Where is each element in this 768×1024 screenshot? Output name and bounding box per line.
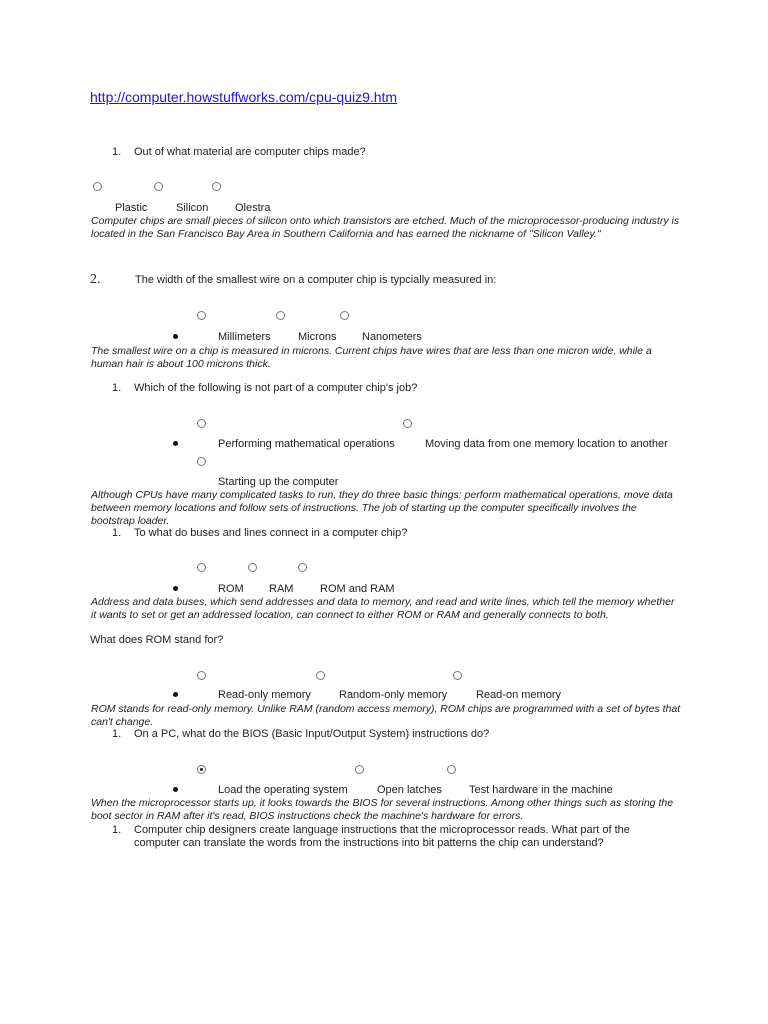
bullet-icon: [173, 787, 178, 792]
radio-open-latches[interactable]: [355, 765, 364, 774]
question-text: On a PC, what do the BIOS (Basic Input/Output System) instructions do?: [134, 728, 490, 740]
option-label: ROM and RAM: [320, 583, 395, 595]
question-text: The width of the smallest wire on a computer chip is typcially measured in:: [135, 274, 497, 286]
option-label: Test hardware in the machine: [469, 784, 613, 796]
option-label: Moving data from one memory location to another: [425, 438, 668, 450]
radio-nanometers[interactable]: [340, 311, 349, 320]
option-label: Performing mathematical operations: [218, 438, 395, 450]
option-label: Millimeters: [218, 331, 271, 343]
explanation: Computer chips are small pieces of silicon onto which transistors are etched. Much of the microprocessor-producing industry is located in the San Francisco Bay Area in Southern California and has earned the nickname of "Silicon Valley.": [91, 215, 680, 240]
question-4: [112, 527, 407, 539]
explanation: ROM stands for read-only memory. Unlike RAM (random access memory), ROM chips are programmed with a set of bytes that can't change.: [91, 703, 681, 728]
option-label: Microns: [298, 331, 337, 343]
option-label: Open latches: [377, 784, 442, 796]
radio-plastic[interactable]: [93, 182, 102, 191]
option-label: Silicon: [176, 202, 209, 214]
question-6: [112, 728, 489, 740]
question-number: 1.: [112, 824, 122, 836]
question-text: Computer chip designers create language instructions that the microprocessor reads. What part of the: [134, 824, 630, 836]
radio-read-on-memory[interactable]: [453, 671, 462, 680]
radio-random-only-memory[interactable]: [316, 671, 325, 680]
explanation: The smallest wire on a chip is measured in microns. Current chips have wires that are less than one micron wide, while a human hair is about 100 microns thick.: [91, 345, 652, 370]
question-text: Out of what material are computer chips made?: [134, 146, 366, 158]
question-2: [90, 272, 496, 288]
radio-olestra[interactable]: [212, 182, 221, 191]
question-number: 2.: [90, 272, 101, 287]
question-3: [112, 382, 417, 394]
option-label: Plastic: [115, 202, 148, 214]
radio-moving-data[interactable]: [403, 419, 412, 428]
option-label: Random-only memory: [339, 689, 448, 701]
radio-ram[interactable]: [248, 563, 257, 572]
question-text: What does ROM stand for?: [90, 634, 224, 646]
radio-read-only-memory[interactable]: [197, 671, 206, 680]
radio-test-hardware[interactable]: [447, 765, 456, 774]
bullet-icon: [173, 586, 178, 591]
question-text: To what do buses and lines connect in a computer chip?: [134, 527, 408, 539]
question-7: [112, 824, 630, 850]
question-text: Which of the following is not part of a computer chip's job?: [134, 382, 418, 394]
question-text: computer can translate the words from the instructions into bit patterns the chip can understand?: [134, 837, 604, 849]
radio-rom-and-ram[interactable]: [298, 563, 307, 572]
question-5: [90, 634, 223, 646]
explanation: Although CPUs have many complicated tasks to run, they do three basic things: perform mathematical operations, move data between memory locations and follow sets of instructions. The job of starting up the computer specifically involves the bootstrap loader.: [91, 489, 673, 527]
question-1: [112, 146, 366, 158]
question-number: 1.: [112, 527, 122, 539]
radio-microns[interactable]: [276, 311, 285, 320]
option-label: Olestra: [235, 202, 271, 214]
bullet-icon: [173, 692, 178, 697]
option-label: RAM: [269, 583, 294, 595]
explanation: When the microprocessor starts up, it looks towards the BIOS for several instructions. Among other things such as storing the boot sector in RAM after it's read, BIOS instructions check the machine's hardware for errors.: [91, 797, 674, 822]
question-number: 1.: [112, 382, 122, 394]
bullet-icon: [173, 441, 178, 446]
radio-rom[interactable]: [197, 563, 206, 572]
question-number: 1.: [112, 146, 122, 158]
radio-math-operations[interactable]: [197, 419, 206, 428]
radio-millimeters[interactable]: [197, 311, 206, 320]
option-label: Read-on memory: [476, 689, 561, 701]
source-link[interactable]: http://computer.howstuffworks.com/cpu-quiz9.htm: [90, 89, 398, 105]
option-label: Starting up the computer: [218, 476, 339, 488]
option-label: ROM: [218, 583, 244, 595]
radio-silicon[interactable]: [154, 182, 163, 191]
option-label: Nanometers: [362, 331, 422, 343]
bullet-icon: [173, 334, 178, 339]
explanation: Address and data buses, which send addresses and data to memory, and read and write lines, which tell the memory whether it wants to set or get an addressed location, can connect to either ROM or RAM and generally connects to both.: [91, 596, 675, 621]
option-label: Read-only memory: [218, 689, 311, 701]
option-label: Load the operating system: [218, 784, 348, 796]
question-number: 1.: [112, 728, 122, 740]
radio-load-os[interactable]: [197, 765, 206, 774]
radio-starting-up[interactable]: [197, 457, 206, 466]
